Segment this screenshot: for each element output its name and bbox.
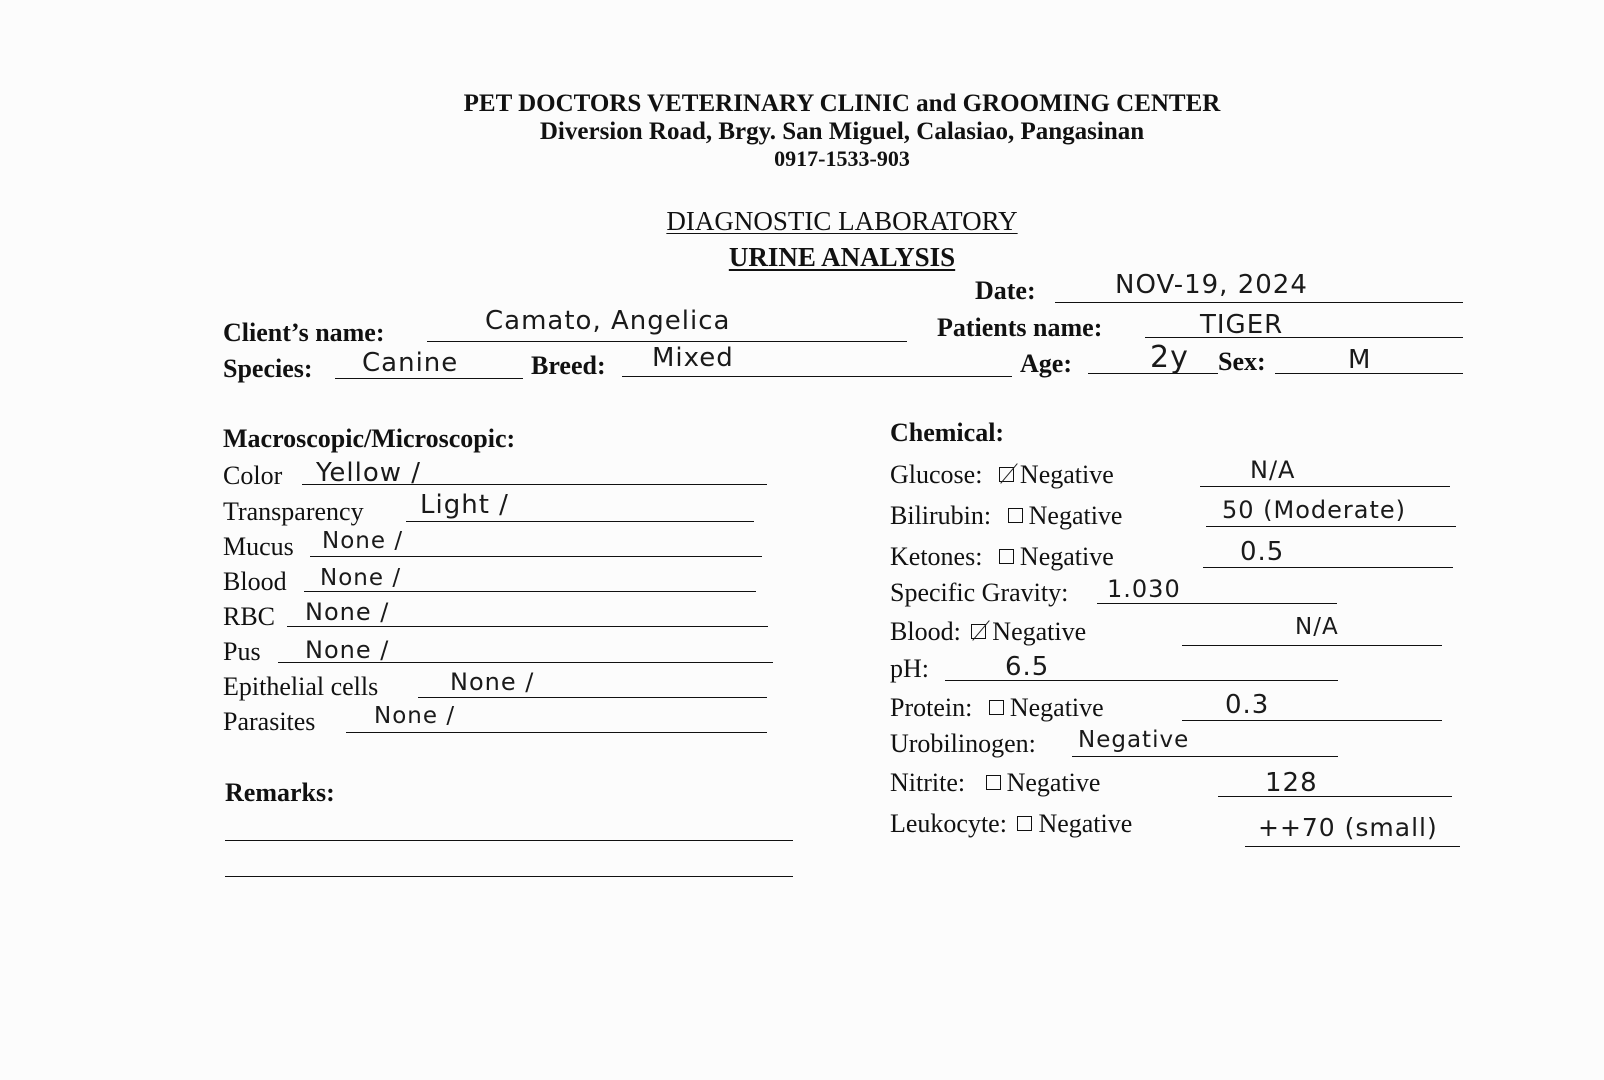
chem-value: 128 — [1265, 768, 1318, 798]
macro-label: Parasites — [223, 707, 316, 736]
breed-line — [622, 376, 1012, 377]
macro-label: Pus — [223, 637, 261, 666]
chem-label: Nitrite: — [890, 768, 966, 797]
age-value: 2y — [1150, 340, 1189, 375]
chem-label: Leukocyte: — [890, 809, 1007, 838]
negative-text: Negative — [1019, 460, 1114, 489]
negative-text: Negative — [1006, 768, 1101, 797]
negative-checkbox[interactable] — [1017, 816, 1032, 831]
species-value: Canine — [362, 348, 459, 378]
chem-line — [1182, 720, 1442, 721]
macro-value: Light / — [420, 490, 509, 520]
chem-value: 0.5 — [1240, 537, 1285, 567]
client-line — [427, 341, 907, 342]
species-label: Species: — [223, 354, 313, 383]
macro-value: None / — [320, 565, 402, 591]
macro-label: Mucus — [223, 532, 294, 561]
clinic-name: PET DOCTORS VETERINARY CLINIC and GROOMING CENTER — [463, 90, 1221, 117]
macro-line — [406, 521, 754, 522]
macro-value: None / — [450, 668, 535, 696]
macro-label: RBC — [223, 602, 276, 631]
chem-label: Bilirubin: — [890, 501, 992, 530]
macro-label: Blood — [223, 567, 287, 596]
remarks-line-2 — [225, 876, 793, 877]
negative-text: Negative — [1019, 542, 1114, 571]
clinic-address: Diversion Road, Brgy. San Miguel, Calasiao, Pangasinan — [539, 118, 1145, 145]
macro-line — [418, 697, 767, 698]
chem-value: 6.5 — [1005, 652, 1050, 682]
chem-line — [1182, 645, 1442, 646]
chem-label: Protein: — [890, 693, 973, 722]
chem-label: Blood: — [890, 617, 961, 646]
remarks-line-1 — [225, 840, 793, 841]
chem-line — [1200, 486, 1450, 487]
age-label: Age: — [1020, 349, 1072, 378]
macro-value: None / — [322, 528, 404, 554]
negative-checkbox[interactable] — [971, 624, 986, 639]
chem-label: Glucose: — [890, 460, 983, 489]
date-label: Date: — [975, 276, 1036, 305]
negative-checkbox[interactable] — [1008, 508, 1023, 523]
patient-label: Patients name: — [937, 313, 1103, 342]
chem-line — [1097, 603, 1337, 604]
negative-text: Negative — [992, 617, 1087, 646]
macro-label: Color — [223, 461, 283, 490]
lab-title: DIAGNOSTIC LABORATORY — [666, 206, 1018, 236]
macro-value: None / — [305, 636, 390, 664]
chem-label: pH: — [890, 654, 929, 683]
breed-label: Breed: — [531, 351, 606, 380]
negative-checkbox[interactable] — [999, 549, 1014, 564]
negative-checkbox[interactable] — [986, 775, 1001, 790]
macro-line — [346, 732, 767, 733]
macro-line — [304, 591, 756, 592]
chem-line — [1072, 756, 1338, 757]
chem-value: 1.030 — [1107, 575, 1181, 603]
negative-text: Negative — [1009, 693, 1104, 722]
chem-label: Ketones: — [890, 542, 983, 571]
chem-line — [1203, 567, 1453, 568]
species-line — [335, 378, 523, 379]
chem-label: Urobilinogen: — [890, 729, 1036, 758]
chem-value: ++70 (small) — [1258, 813, 1438, 842]
macro-line — [310, 556, 762, 557]
chem-label: Specific Gravity: — [890, 578, 1069, 607]
chem-value: 50 (Moderate) — [1222, 496, 1407, 524]
breed-value: Mixed — [652, 343, 734, 373]
macro-heading: Macroscopic/Microscopic: — [223, 424, 516, 453]
sex-label: Sex: — [1218, 347, 1266, 376]
macro-line — [287, 626, 768, 627]
chem-line — [1218, 796, 1452, 797]
sex-value: M — [1348, 345, 1372, 375]
macro-label: Transparency — [223, 497, 364, 526]
clinic-phone: 0917-1533-903 — [774, 146, 910, 171]
test-title: URINE ANALYSIS — [728, 242, 956, 272]
patient-value: TIGER — [1200, 310, 1284, 340]
chem-value: N/A — [1295, 614, 1339, 640]
chem-value: N/A — [1250, 456, 1296, 484]
patient-line — [1145, 337, 1463, 338]
negative-checkbox[interactable] — [999, 467, 1014, 482]
negative-checkbox[interactable] — [989, 700, 1004, 715]
date-value: NOV-19, 2024 — [1115, 270, 1308, 300]
chem-value: 0.3 — [1225, 690, 1270, 720]
negative-text: Negative — [1028, 501, 1123, 530]
client-value: Camato, Angelica — [485, 306, 731, 336]
remarks-label: Remarks: — [225, 778, 335, 807]
macro-label: Epithelial cells — [223, 672, 379, 701]
client-label: Client’s name: — [223, 318, 385, 347]
chem-line — [1245, 846, 1460, 847]
chem-line — [945, 680, 1338, 681]
date-line — [1055, 302, 1463, 303]
macro-value: Yellow / — [316, 458, 422, 488]
chemical-heading: Chemical: — [890, 418, 1005, 447]
chem-line — [1206, 526, 1456, 527]
macro-value: None / — [305, 598, 390, 626]
chem-value: Negative — [1078, 727, 1190, 753]
macro-value: None / — [374, 703, 456, 729]
negative-text: Negative — [1038, 809, 1133, 838]
